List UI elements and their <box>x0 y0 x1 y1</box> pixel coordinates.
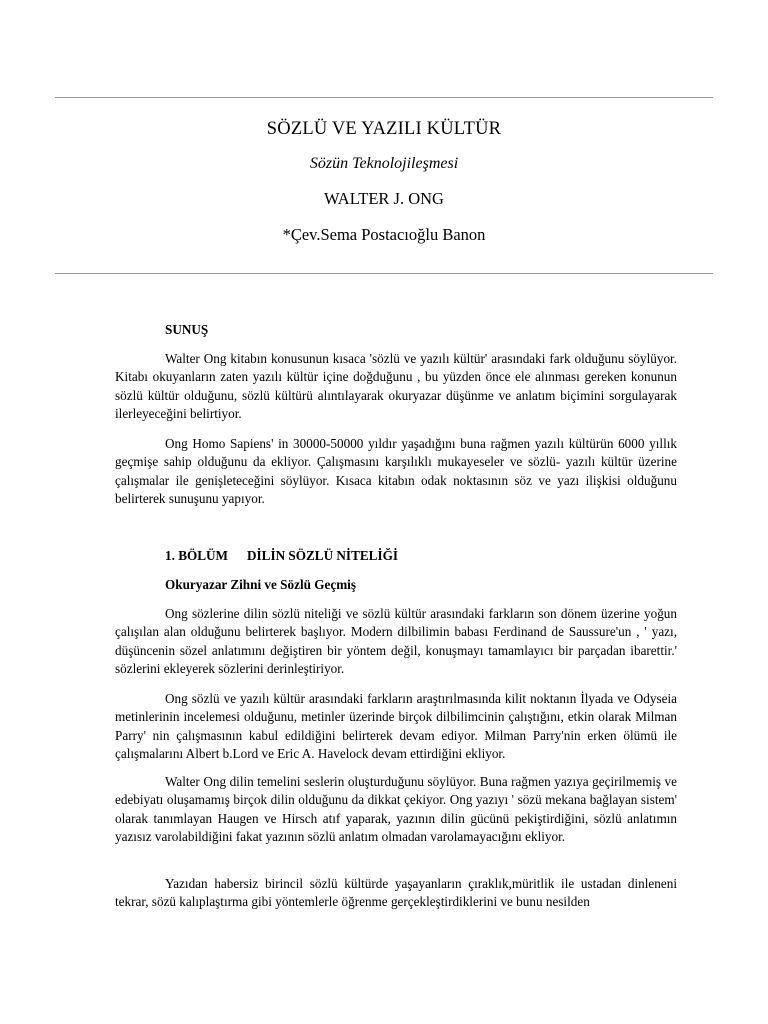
paragraph: Walter Ong kitabın konusunun kısaca 'sözlü ve yazılı kültür' arasındaki fark olduğunu söylüyor. Kitabı okuyanların zaten yazılı kültür içine doğduğunu , bu yüzden önce ele alınması gereken konunun sözlü kültür olduğunu, sözlü kültürü alıntılayarak okuryazar düşünme ve anlatım biçimini sorgulayarak ilerleyeceğini belirtiyor. <box>115 351 677 421</box>
sunus-heading: SUNUŞ <box>165 322 209 337</box>
chapter-title: DİLİN SÖZLÜ NİTELİĞİ <box>247 548 398 563</box>
sunus-paragraph-2 <box>115 435 677 508</box>
chapter-number: 1. BÖLÜM <box>165 548 229 563</box>
chapter-paragraph-2 <box>115 690 677 763</box>
chapter-paragraph-4 <box>115 875 677 912</box>
section-heading: Okuryazar Zihni ve Sözlü Geçmiş <box>165 577 356 592</box>
paragraph: Yazıdan habersiz birincil sözlü kültürde yaşayanların çıraklık,müritlik ile ustadan dinleneni tekrar, sözü kalıplaştırma gibi yöntemlerle öğrenme gerçekleştirdiklerini ve bunu nesilden <box>115 876 677 910</box>
paragraph: Ong sözlü ve yazılı kültür arasındaki farkların araştırılmasında kilit noktanın İlyada ve Odyseia metinlerinin incelemesi olduğunu, metinler üzerinde birçok dilbilimcinin çalıştığını, etkin olarak Milman Parry' nin çalışmasının kabul edildiğini belirterek devam ediyor. Milman Parry'nin erken ölümü ile çalışmalarını Albert b.Lord ve Eric A. Havelock devam ettirdiğini ekliyor. <box>115 691 677 761</box>
paragraph: Ong sözlerine dilin sözlü niteliği ve sözlü kültür arasındaki farkların son dönem üzerine yoğun çalışılan alan olduğunu belirterek başlıyor. Modern dilbilimin babası Ferdinand de Saussure'un , ' yazı, düşüncenin sözel anlatımını değiştiren bir yöntem değil, konuşmayı tamamlayıcı bir parçadan ibarettir.' sözlerini ekleyerek sözlerini derinleştiriyor. <box>115 606 677 676</box>
paragraph: Walter Ong dilin temelini seslerin oluşturduğunu söylüyor. Buna rağmen yazıya geçirilmemiş ve edebiyatı oluşamamış birçok dilin olduğunu da dikkat çekiyor. Ong yazıyı ' sözü mekana bağlayan sistem' olarak tanımlayan Haugen ve Hirsch atıf yaparak, yazının dilin gücünü pekiştirdiğini, sözlü anlatımın yazısız varolabildiğini fakat yazının sözlü anlatım olmadan varolamayacığını ekliyor. <box>115 774 677 844</box>
document-title: SÖZLÜ VE YAZILI KÜLTÜR <box>266 119 502 139</box>
document-subtitle: Sözün Teknolojileşmesi <box>309 155 459 172</box>
document-translator: *Çev.Sema Postacıoğlu Banon <box>282 225 486 244</box>
chapter-paragraph-1 <box>115 605 677 678</box>
sunus-section <box>115 321 677 339</box>
document-author: WALTER J. ONG <box>324 189 444 208</box>
section-heading-block <box>115 576 677 594</box>
bottom-divider <box>55 273 713 274</box>
top-divider <box>55 97 713 98</box>
paragraph: Ong Homo Sapiens' in 30000-50000 yıldır yaşadığını buna rağmen yazılı kültürün 6000 yıllık geçmişe sahip olduğunu da ekliyor. Çalışmasını karşılıklı mukayeseler ve sözlü- yazılı kültür üzerine çalışmalar ile genişleteceğini söylüyor. Kısaca kitabın odak noktasının söz ve yazı ilişkisi olduğunu belirterek sunuşunu yapıyor. <box>115 436 677 506</box>
chapter-paragraph-3 <box>115 773 677 846</box>
sunus-paragraph-1 <box>115 350 677 423</box>
chapter-heading <box>115 547 677 565</box>
